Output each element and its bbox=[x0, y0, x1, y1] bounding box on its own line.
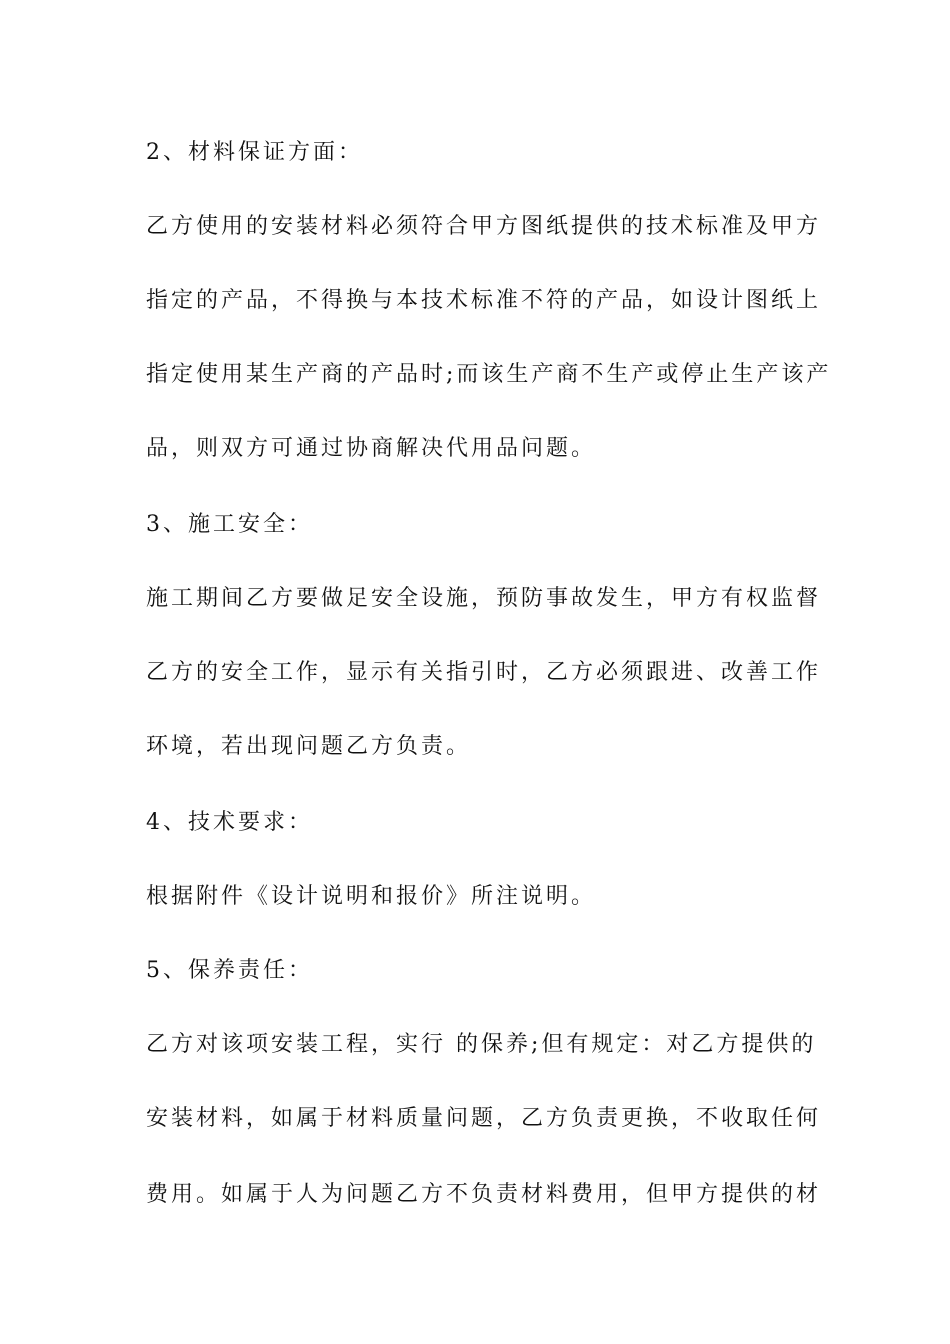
paragraph-line: 品，则双方可通过协商解决代用品问题。 bbox=[146, 436, 597, 461]
paragraph-line: 安装材料，如属于材料质量问题，乙方负责更换，不收取任何 bbox=[146, 1106, 822, 1131]
paragraph-line: 乙方对该项安装工程，实行 的保养;但有规定：对乙方提供的 bbox=[146, 1032, 817, 1057]
paragraph-line: 指定使用某生产商的产品时;而该生产商不生产或停止生产该产 bbox=[146, 362, 832, 387]
paragraph-line: 指定的产品，不得换与本技术标准不符的产品，如设计图纸上 bbox=[146, 288, 822, 313]
section-heading-maintenance: 5、保养责任： bbox=[146, 958, 313, 983]
paragraph-line: 根据附件《设计说明和报价》所注说明。 bbox=[146, 884, 597, 909]
section-heading-technical: 4、技术要求： bbox=[146, 810, 313, 835]
section-heading-materials: 2、材料保证方面： bbox=[146, 140, 363, 165]
paragraph-line: 费用。如属于人为问题乙方不负责材料费用，但甲方提供的材 bbox=[146, 1182, 822, 1207]
paragraph-line: 施工期间乙方要做足安全设施，预防事故发生，甲方有权监督 bbox=[146, 586, 822, 611]
section-heading-safety: 3、施工安全： bbox=[146, 512, 313, 537]
paragraph-line: 乙方的安全工作，显示有关指引时，乙方必须跟进、改善工作 bbox=[146, 660, 822, 685]
paragraph-line: 环境，若出现问题乙方负责。 bbox=[146, 734, 472, 759]
paragraph-line: 乙方使用的安装材料必须符合甲方图纸提供的技术标准及甲方 bbox=[146, 214, 822, 239]
